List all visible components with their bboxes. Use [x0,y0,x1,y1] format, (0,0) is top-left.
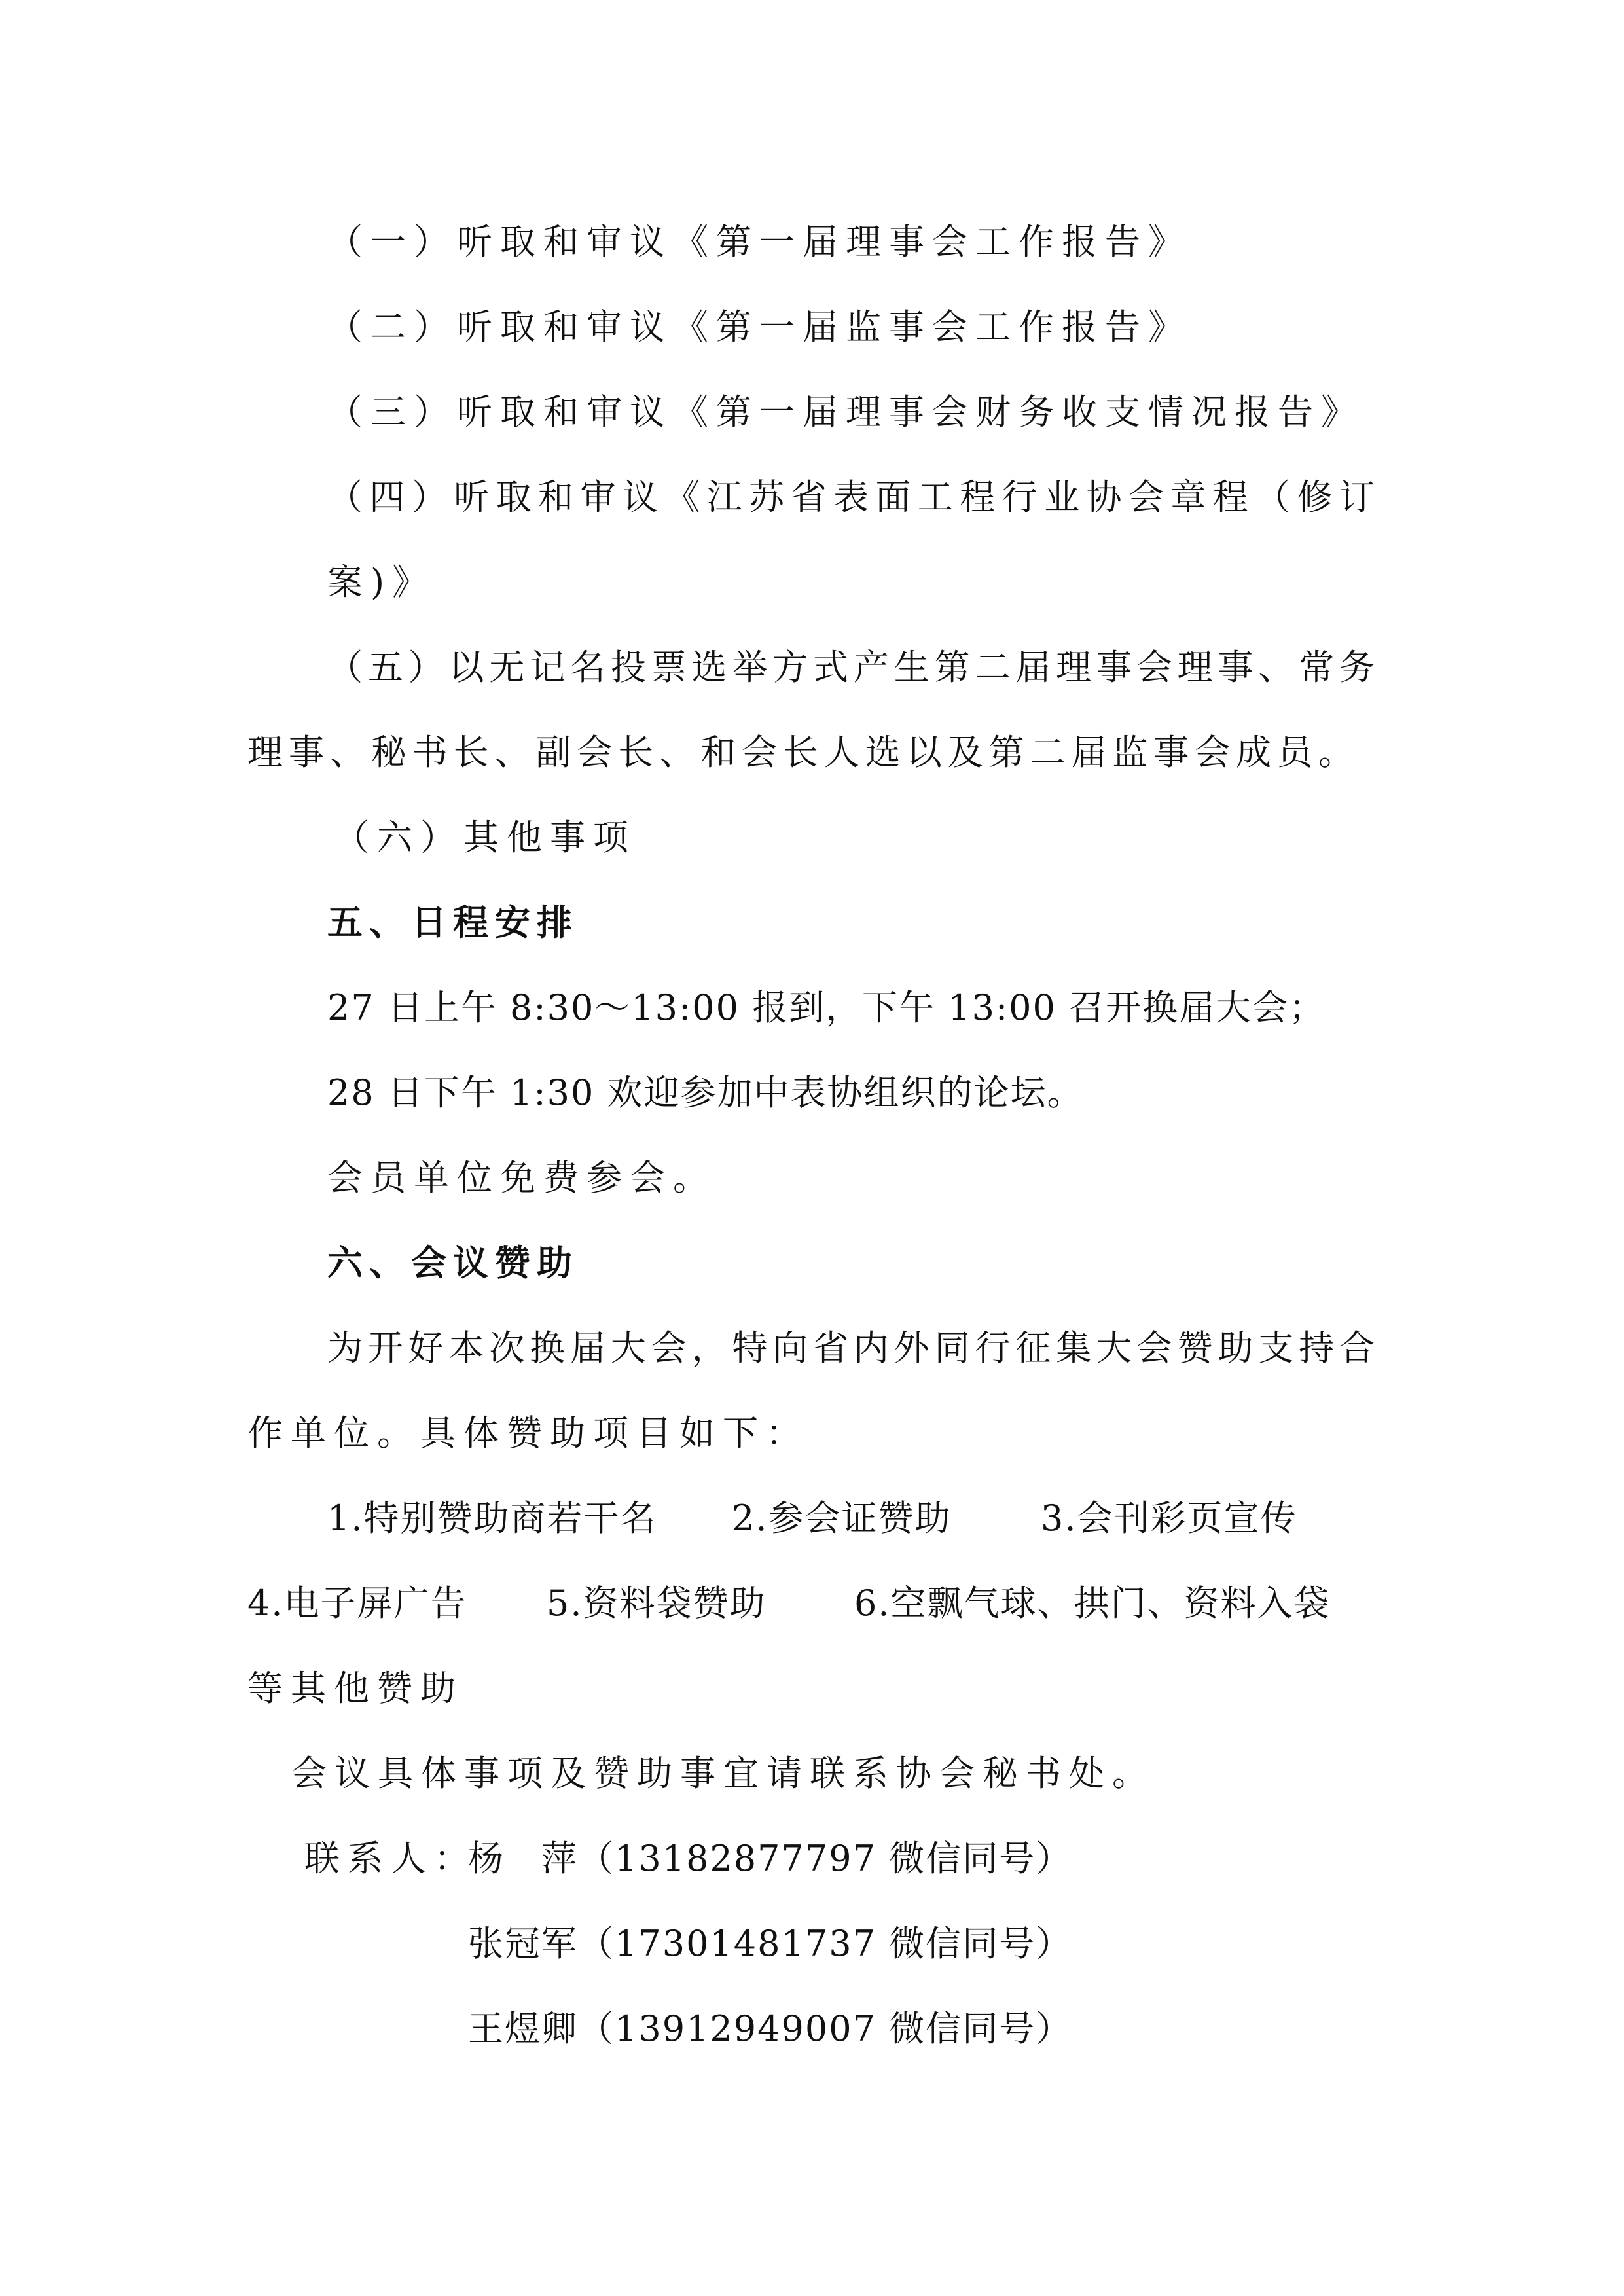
sponsor-item-5: 5.资料袋赞助 [547,1583,767,1624]
agenda-item-2: （二）听取和审议《第一届监事会工作报告》 [327,306,1191,348]
schedule-line-1: 27 日上午 8:30～13:00 报到，下午 13:00 召开换届大会； [327,987,1326,1028]
sponsor-item-2: 2.参会证赞助 [732,1498,952,1539]
contact-person-1: 杨 萍（13182877797 微信同号） [468,1838,1073,1879]
schedule-line-2: 28 日下午 1:30 欢迎参加中表协组织的论坛。 [327,1072,1084,1113]
schedule-line-3: 会员单位免费参会。 [327,1157,716,1198]
sponsor-item-4: 4.电子屏广告 [247,1583,467,1624]
sponsorship-heading: 六、会议赞助 [327,1242,579,1283]
sponsor-item-6-cont: 等其他赞助 [247,1668,463,1709]
agenda-item-3: （三）听取和审议《第一届理事会财务收支情况报告》 [327,391,1364,433]
agenda-item-6: （六）其他事项 [334,817,636,858]
agenda-item-4-cont: 案)》 [327,562,436,603]
sponsorship-intro-cont: 作单位。具体赞助项目如下： [247,1412,809,1454]
agenda-item-4: （四）听取和审议《江苏省表面工程行业协会章程（修订 [327,476,1375,518]
contact-person-2: 张冠军（17301481737 微信同号） [468,1923,1073,1964]
sponsor-item-1: 1.特别赞助商若干名 [327,1498,657,1539]
agenda-item-5: （五）以无记名投票选举方式产生第二届理事会理事、常务 [327,647,1375,688]
sponsor-item-6: 6.空飘气球、拱门、资料入袋 [854,1583,1331,1624]
sponsor-item-3: 3.会刊彩页宣传 [1041,1498,1297,1539]
contact-label: 联系人： [304,1838,477,1879]
schedule-heading: 五、日程安排 [327,902,579,943]
sponsorship-intro: 为开好本次换届大会，特向省内外同行征集大会赞助支持合 [327,1327,1375,1369]
agenda-item-5-cont: 理事、秘书长、副会长、和会长人选以及第二届监事会成员。 [247,732,1354,773]
agenda-item-1: （一）听取和审议《第一届理事会工作报告》 [327,221,1191,262]
contact-note: 会议具体事项及赞助事宜请联系协会秘书处。 [291,1753,1155,1794]
contact-person-3: 王煜卿（13912949007 微信同号） [468,2008,1073,2049]
